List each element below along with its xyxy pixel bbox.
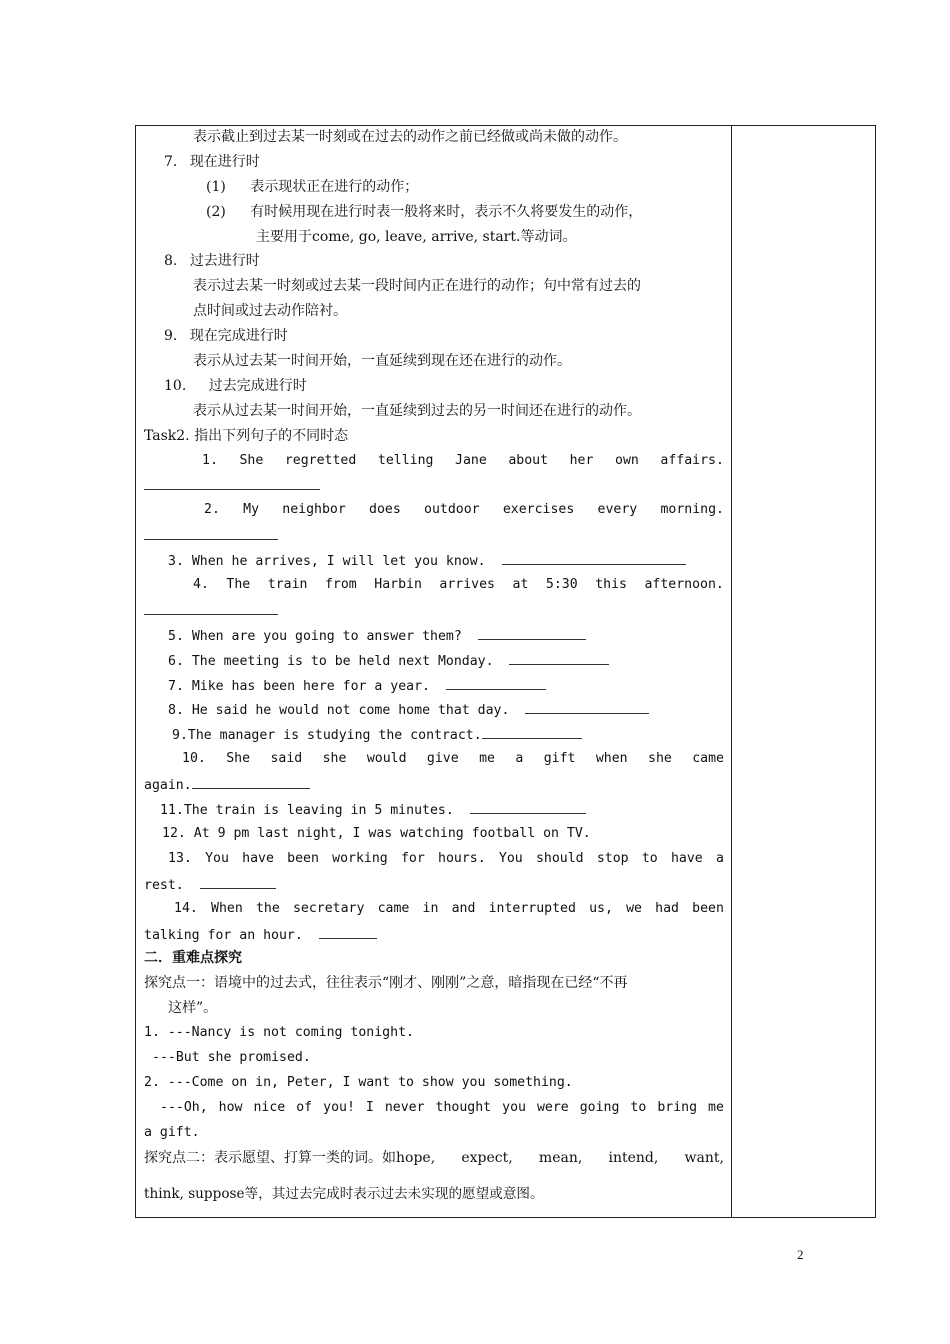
sentence-12: 12. At 9 pm last night, I was watching football on TV. [162,825,591,841]
sentence-13 [144,847,724,872]
sentence-6 [144,648,724,673]
point1-line1: 探究点一：语境中的过去式，往往表示“刚才、刚刚”之意，暗指现在已经“不再 [144,975,628,992]
sentence-13-answer-line [200,872,276,889]
word: would [366,751,407,767]
point2-line2: think, suppose等，其过去完成时表示过去未实现的愿望或意图。 [144,1186,544,1203]
tense7-item2 [144,200,724,225]
word: should [535,850,584,866]
table-column-divider [731,125,732,1218]
word: want, [684,1149,724,1166]
word: exercises [502,502,575,518]
word: us, [589,900,613,916]
page-number: 2 [797,1247,804,1262]
sentence-10 [144,747,724,772]
tense7-title: 现在进行时 [189,153,260,170]
word: stop [596,850,629,866]
word: have [670,850,703,866]
word: neighbor [282,502,346,518]
word: hours. [438,850,486,866]
word: been [692,900,724,916]
sentence-13-tail [144,872,724,897]
tense10-num: 10. [164,377,187,394]
sentence-3-text: 3. When he arrives, I will let you know. [168,554,486,570]
word: bring [657,1099,698,1115]
word: ---Oh, [160,1099,208,1115]
sentence-10-tail [144,772,724,797]
tense10-line1: 表示从过去某一时间开始，一直延续到过去的另一时间还在进行的动作。 [193,402,641,419]
task2-title: Task2. 指出下列句子的不同时态 [144,427,349,444]
example1-line2: ---But she promised. [152,1049,311,1065]
tense7-item2-line1: 有时候用现在进行时表一般将来时，表示不久将要发生的动作， [250,203,643,220]
word: train [267,577,308,593]
word: You [205,850,229,866]
word: for [400,850,425,866]
word: 探究点二：表示愿望、打算一类的词。如hope, [144,1149,436,1166]
tense10-title: 过去完成进行时 [208,377,307,394]
word: I [365,1099,374,1115]
word: and [451,900,476,916]
tense7-num: 7. [164,153,178,170]
point2-line1 [144,1146,724,1171]
sentence-9-answer-line [482,722,582,739]
word: gift [543,751,576,767]
word: mean, [538,1149,583,1166]
tense7-item1 [144,175,724,200]
sentence-7-text: 7. Mike has been here for a year. [168,678,431,694]
example2-line3: a gift. [144,1124,200,1140]
word: 14. [174,900,198,916]
tense9-heading [144,324,724,349]
sentence-4 [144,573,724,598]
tense8-line2: 点时间或过去动作陪衬。 [193,303,347,320]
example1-line1: 1. ---Nancy is not coming tonight. [144,1025,414,1041]
word: were [536,1099,569,1115]
sentence-7 [144,673,724,698]
word: from [324,577,357,593]
word: she [648,751,672,767]
sentence-8-answer-line [525,697,649,714]
sentence-11 [144,797,724,822]
sentence-2 [144,498,724,523]
tense9-title: 现在完成进行时 [189,328,288,345]
sentence-10-tail-text: again. [144,778,192,794]
word: she [322,751,347,767]
word: to [641,850,658,866]
word: in [422,900,439,916]
word: been [287,850,319,866]
word: outdoor [424,502,480,518]
document-body [144,125,724,1207]
sentence-14 [144,897,724,922]
word: intend, [608,1149,659,1166]
word: you [502,1099,526,1115]
word: When [211,900,243,916]
example2-line1: 2. ---Come on in, Peter, I want to show you something. [144,1074,573,1090]
word: interrupted [488,900,576,916]
sentence-6-text: 6. The meeting is to be held next Monday. [168,653,494,669]
sentence-5 [144,623,724,648]
word: never [384,1099,425,1115]
sentence-9-text: 9.The manager is studying the contract. [172,728,482,744]
word: The [226,577,251,593]
word: you! [323,1099,355,1115]
sentence-9 [144,722,724,747]
sentence-11-text: 11.The train is leaving in 5 minutes. [160,803,454,819]
word: affairs. [660,452,724,468]
word: to [630,1099,647,1115]
tense9-line1: 表示从过去某一时间开始，一直延续到现在还在进行的动作。 [193,353,571,370]
word: expect, [461,1149,513,1166]
tense7-item2-num: (2) [206,203,226,220]
word: how [218,1099,243,1115]
word: at [512,577,529,593]
word: a [515,751,524,767]
intro-line: 表示截止到过去某一时刻或在过去的动作之前已经做或尚未做的动作。 [193,129,627,145]
sentence-7-answer-line [446,673,546,690]
tense9-num: 9. [164,328,178,345]
word: secretary [292,900,365,916]
point1-line2: 这样”。 [168,1000,218,1017]
word: this [595,577,627,593]
word: afternoon. [644,577,724,593]
word: have [242,850,274,866]
tense7-item2-line2: 主要用于come, go, leave, arrive, start.等动词。 [256,228,577,245]
word: me [708,1099,724,1115]
tense8-heading [144,249,724,274]
word: her [569,452,594,468]
word: a [715,850,724,866]
sentence-11-answer-line [470,797,586,814]
word: 4. [193,577,209,593]
word: the [255,900,280,916]
word: every [597,502,638,518]
word: does [369,502,401,518]
sentence-14-answer-line [319,922,377,939]
sentence-4-answer-line [144,598,724,623]
word: give [426,751,459,767]
word: She [239,452,264,468]
sentence-3 [144,548,724,573]
sentence-3-answer-line [502,548,686,565]
tense7-item1-num: (1) [206,178,226,195]
word: regretted [284,452,357,468]
sentence-14-tail [144,922,724,947]
word: 13. [168,850,192,866]
word: nice [253,1099,286,1115]
word: about [508,452,549,468]
sentence-10-answer-line [192,772,310,789]
sentence-5-text: 5. When are you going to answer them? [168,628,462,644]
word: thought [435,1099,492,1115]
sentence-1 [144,449,724,474]
sentence-2-answer-line [144,523,724,548]
sentence-5-answer-line [478,623,586,640]
sentence-14-tail-text: talking for an hour. [144,927,303,943]
word: we [626,900,642,916]
word: morning. [660,502,724,518]
word: 1. [202,452,218,468]
word: me [479,751,495,767]
tense8-line1: 表示过去某一时刻或过去某一段时间内正在进行的动作；句中常有过去的 [193,278,641,295]
word: working [332,850,388,866]
word: She [226,751,251,767]
word: when [595,751,628,767]
sentence-1-answer-line [144,473,724,498]
sentence-6-answer-line [509,648,609,665]
word: came [692,751,724,767]
sentence-8-text: 8. He said he would not come home that day. [168,703,510,719]
tense7-heading [144,150,724,175]
sentence-13-tail-text: rest. [144,877,184,893]
word: said [270,751,303,767]
word: 5:30 [545,577,578,593]
tense10-heading [144,374,724,399]
word: Jane [455,452,487,468]
sentence-8 [144,697,724,722]
tense8-num: 8. [164,253,178,270]
tense7-item1-text: 表示现状正在进行的动作； [250,178,419,195]
word: came [377,900,410,916]
word: going [579,1099,620,1115]
word: arrives [439,577,495,593]
word: of [296,1099,313,1115]
word: telling [377,452,434,468]
word: 10. [182,751,206,767]
tense8-title: 过去进行时 [189,253,260,270]
word: You [498,850,523,866]
word: My [243,502,260,518]
word: Harbin [374,577,422,593]
word: 2. [204,502,220,518]
section2-heading: 二．重难点探究 [144,950,242,967]
word: own [615,452,639,468]
word: had [655,900,679,916]
example2-line2 [144,1096,724,1121]
